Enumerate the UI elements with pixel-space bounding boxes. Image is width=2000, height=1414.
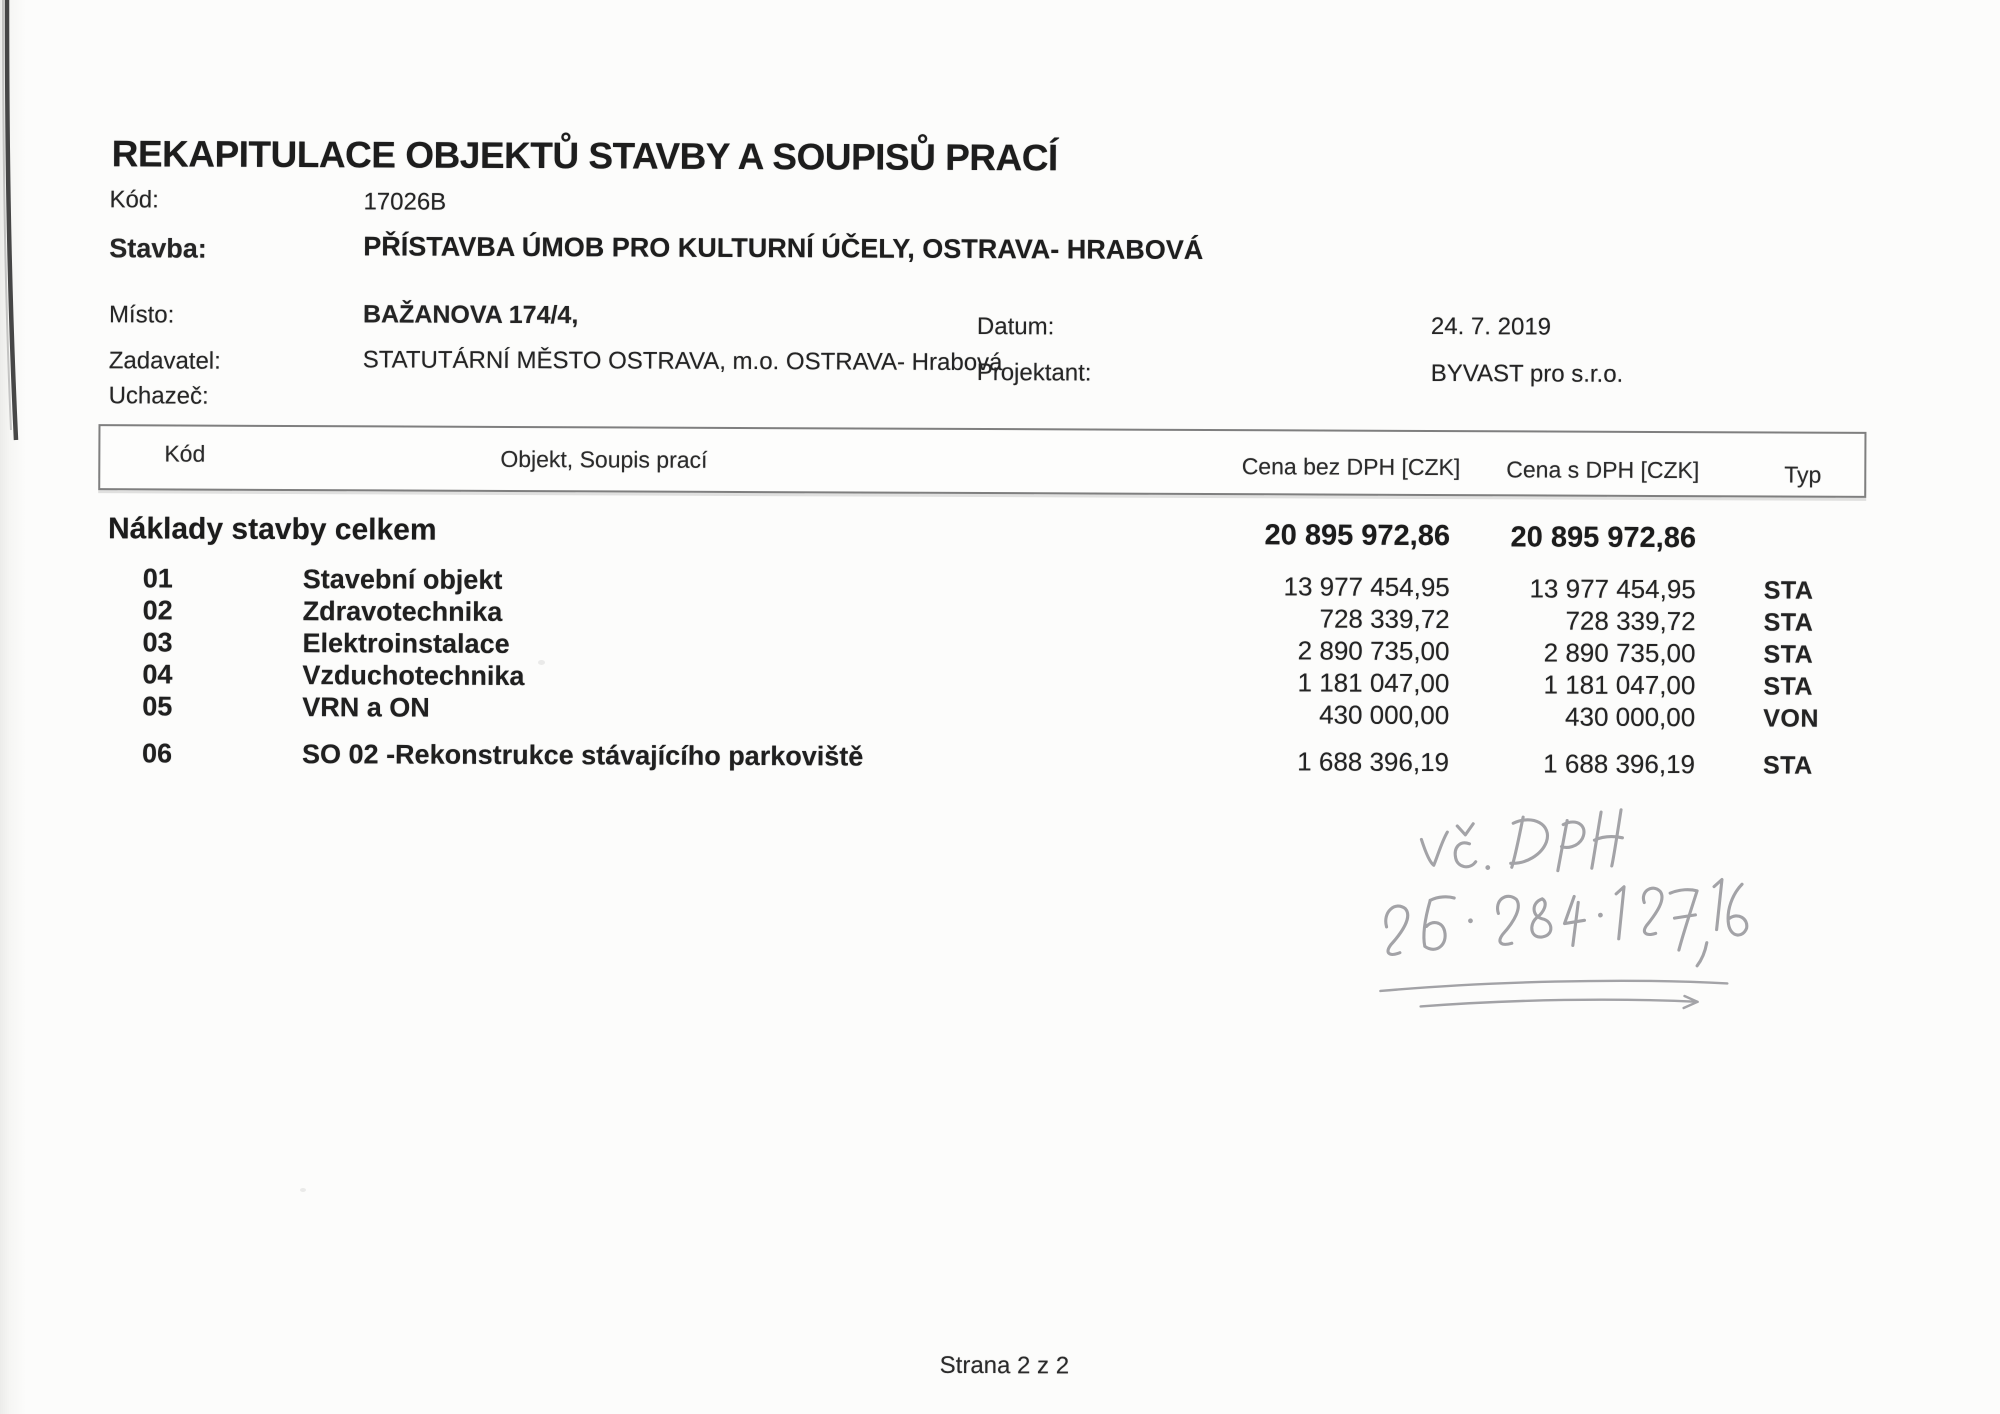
projektant-value: BYVAST pro s.r.o. bbox=[1430, 359, 1624, 388]
col-header-kod: Kód bbox=[164, 440, 206, 467]
row-price-incl-vat: 2 890 735,00 bbox=[1543, 637, 1696, 669]
kod-label: Kód: bbox=[109, 186, 159, 214]
uchazec-label: Uchazeč: bbox=[108, 382, 209, 410]
kod-value: 17026B bbox=[363, 188, 447, 216]
row-price-excl-vat: 2 890 735,00 bbox=[1297, 635, 1450, 667]
summary-label: Náklady stavby celkem bbox=[107, 512, 437, 547]
row-object: Zdravotechnika bbox=[302, 596, 503, 627]
row-price-excl-vat: 728 339,72 bbox=[1319, 603, 1450, 635]
misto-label: Místo: bbox=[108, 301, 175, 329]
table-row bbox=[0, 691, 1877, 735]
summary-price-excl-vat: 20 895 972,86 bbox=[1264, 519, 1451, 553]
handwritten-note-pencil bbox=[1363, 800, 1766, 1025]
stavba-value: PŘÍSTAVBA ÚMOB PRO KULTURNÍ ÚČELY, OSTRAVA- HRABOVÁ bbox=[363, 231, 1204, 265]
misto-value: BAŽANOVA 174/4, bbox=[362, 300, 579, 330]
summary-price-incl-vat: 20 895 972,86 bbox=[1510, 521, 1697, 555]
row-code: 05 bbox=[142, 691, 173, 722]
row-object: Elektroinstalace bbox=[302, 628, 510, 659]
row-code: 03 bbox=[142, 627, 173, 658]
row-price-excl-vat: 1 688 396,19 bbox=[1297, 746, 1450, 778]
row-object: SO 02 -Rekonstrukce stávajícího parkoviště bbox=[301, 739, 864, 772]
row-price-excl-vat: 430 000,00 bbox=[1319, 699, 1450, 731]
table-row bbox=[0, 738, 1877, 782]
col-header-cena-s-dph: Cena s DPH [CZK] bbox=[1506, 456, 1700, 484]
row-type: STA bbox=[1763, 672, 1814, 701]
row-code: 04 bbox=[142, 659, 173, 690]
datum-label: Datum: bbox=[976, 313, 1055, 341]
row-object: Stavební objekt bbox=[302, 564, 503, 595]
col-header-typ: Typ bbox=[1784, 461, 1822, 488]
projektant-label: Projektant: bbox=[976, 359, 1092, 387]
row-code: 06 bbox=[141, 738, 173, 769]
zadavatel-value: STATUTÁRNÍ MĚSTO OSTRAVA, m.o. OSTRAVA- Hrabová bbox=[362, 346, 1003, 377]
table-header bbox=[98, 424, 1866, 498]
row-price-incl-vat: 430 000,00 bbox=[1565, 701, 1696, 733]
row-price-incl-vat: 1 688 396,19 bbox=[1543, 748, 1696, 780]
row-price-incl-vat: 13 977 454,95 bbox=[1529, 573, 1696, 605]
col-header-cena-bez-dph: Cena bez DPH [CZK] bbox=[1241, 453, 1461, 481]
zadavatel-label: Zadavatel: bbox=[108, 347, 221, 375]
page-title: REKAPITULACE OBJEKTŮ STAVBY A SOUPISŮ PRACÍ bbox=[111, 133, 1058, 179]
row-price-incl-vat: 1 181 047,00 bbox=[1543, 669, 1696, 701]
col-header-objekt: Objekt, Soupis prací bbox=[500, 445, 708, 473]
row-object: VRN a ON bbox=[302, 692, 430, 723]
row-price-excl-vat: 13 977 454,95 bbox=[1283, 571, 1450, 603]
row-code: 02 bbox=[142, 595, 173, 626]
page-number: Strana 2 z 2 bbox=[939, 1351, 1070, 1380]
row-type: STA bbox=[1762, 751, 1813, 780]
row-code: 01 bbox=[142, 563, 173, 594]
row-type: STA bbox=[1763, 608, 1814, 637]
row-object: Vzduchotechnika bbox=[302, 660, 525, 692]
datum-value: 24. 7. 2019 bbox=[1430, 312, 1552, 341]
row-type: VON bbox=[1763, 704, 1819, 733]
row-type: STA bbox=[1763, 576, 1814, 605]
row-type: STA bbox=[1763, 640, 1814, 669]
row-price-incl-vat: 728 339,72 bbox=[1565, 605, 1696, 637]
row-price-excl-vat: 1 181 047,00 bbox=[1297, 667, 1450, 699]
stavba-label: Stavba: bbox=[109, 233, 207, 264]
